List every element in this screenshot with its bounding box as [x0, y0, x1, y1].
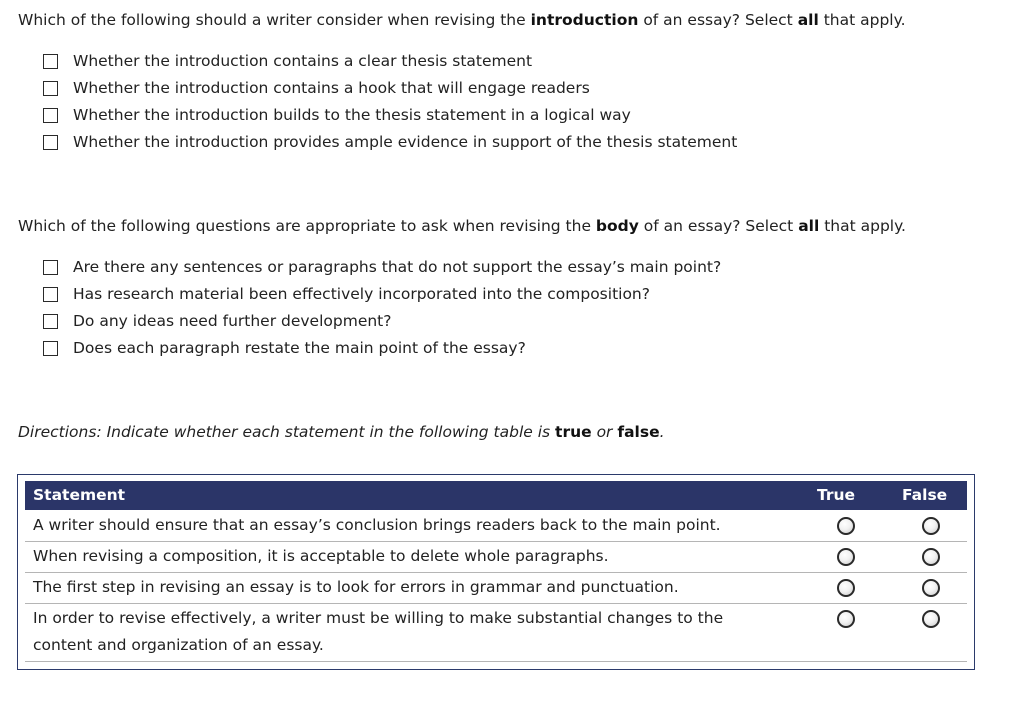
question-1-keyword: introduction: [530, 11, 639, 29]
option-label: Whether the introduction contains a hook that will engage readers: [73, 79, 590, 97]
statement-text: In order to revise effectively, a writer must be willing to make substantial changes to the content and organization of an essay.: [33, 609, 724, 654]
question-1-prompt-text: that apply.: [818, 11, 906, 29]
directions-or: or: [591, 423, 618, 441]
checkbox[interactable]: [43, 54, 58, 69]
true-radio[interactable]: [837, 579, 855, 597]
question-2-prompt: [18, 217, 906, 235]
table-header: [25, 481, 967, 510]
question-1-prompt-text: of an essay? Select: [638, 11, 798, 29]
question-2-option[interactable]: [43, 337, 526, 359]
directions-prefix: Directions: Indicate whether each statement in the following table is: [18, 423, 556, 441]
option-label: Whether the introduction provides ample evidence in support of the thesis statement: [73, 133, 738, 151]
checkbox[interactable]: [43, 341, 58, 356]
true-radio[interactable]: [837, 517, 855, 535]
statement-text: The first step in revising an essay is to look for errors in grammar and punctuation.: [33, 578, 679, 596]
question-1-option[interactable]: [43, 77, 590, 99]
option-label: Has research material been effectively incorporated into the composition?: [73, 285, 650, 303]
option-label: Do any ideas need further development?: [73, 312, 392, 330]
question-1-option[interactable]: [43, 104, 631, 126]
directions-text: [18, 423, 665, 441]
question-2-option[interactable]: [43, 256, 721, 278]
table-row: [25, 604, 967, 662]
table-row: [25, 573, 967, 604]
false-radio[interactable]: [922, 517, 940, 535]
false-radio[interactable]: [922, 610, 940, 628]
question-2-prompt-text: that apply.: [819, 217, 906, 235]
checkbox[interactable]: [43, 260, 58, 275]
checkbox[interactable]: [43, 81, 58, 96]
true-radio[interactable]: [837, 548, 855, 566]
option-label: Whether the introduction builds to the thesis statement in a logical way: [73, 106, 631, 124]
directions-false-keyword: false: [617, 423, 660, 441]
question-2-option[interactable]: [43, 310, 391, 332]
header-statement: Statement: [33, 486, 126, 504]
question-2-keyword: body: [595, 217, 639, 235]
true-radio[interactable]: [837, 610, 855, 628]
checkbox[interactable]: [43, 314, 58, 329]
checkbox[interactable]: [43, 135, 58, 150]
question-1-prompt: [18, 11, 906, 29]
false-radio[interactable]: [922, 548, 940, 566]
question-2-all-keyword: all: [798, 217, 820, 235]
question-1-prompt-text: Which of the following should a writer consider when revising the: [18, 11, 531, 29]
option-label: Does each paragraph restate the main point of the essay?: [73, 339, 526, 357]
question-2-prompt-text: of an essay? Select: [638, 217, 799, 235]
option-label: Are there any sentences or paragraphs that do not support the essay’s main point?: [73, 258, 722, 276]
question-1-all-keyword: all: [797, 11, 819, 29]
header-true: True: [817, 486, 856, 504]
checkbox[interactable]: [43, 108, 58, 123]
question-1-option[interactable]: [43, 50, 532, 72]
question-2-prompt-text: Which of the following questions are appropriate to ask when revising the: [18, 217, 596, 235]
directions-suffix: .: [659, 423, 665, 441]
question-2-option[interactable]: [43, 283, 650, 305]
statement-text: A writer should ensure that an essay’s conclusion brings readers back to the main point.: [33, 516, 721, 534]
table-row: [25, 542, 967, 573]
false-radio[interactable]: [922, 579, 940, 597]
table-row: [25, 511, 967, 542]
question-1-option[interactable]: [43, 131, 737, 153]
header-false: False: [902, 486, 948, 504]
directions-true-keyword: true: [555, 423, 592, 441]
checkbox[interactable]: [43, 287, 58, 302]
statement-text: When revising a composition, it is acceptable to delete whole paragraphs.: [33, 547, 609, 565]
option-label: Whether the introduction contains a clear thesis statement: [73, 52, 533, 70]
